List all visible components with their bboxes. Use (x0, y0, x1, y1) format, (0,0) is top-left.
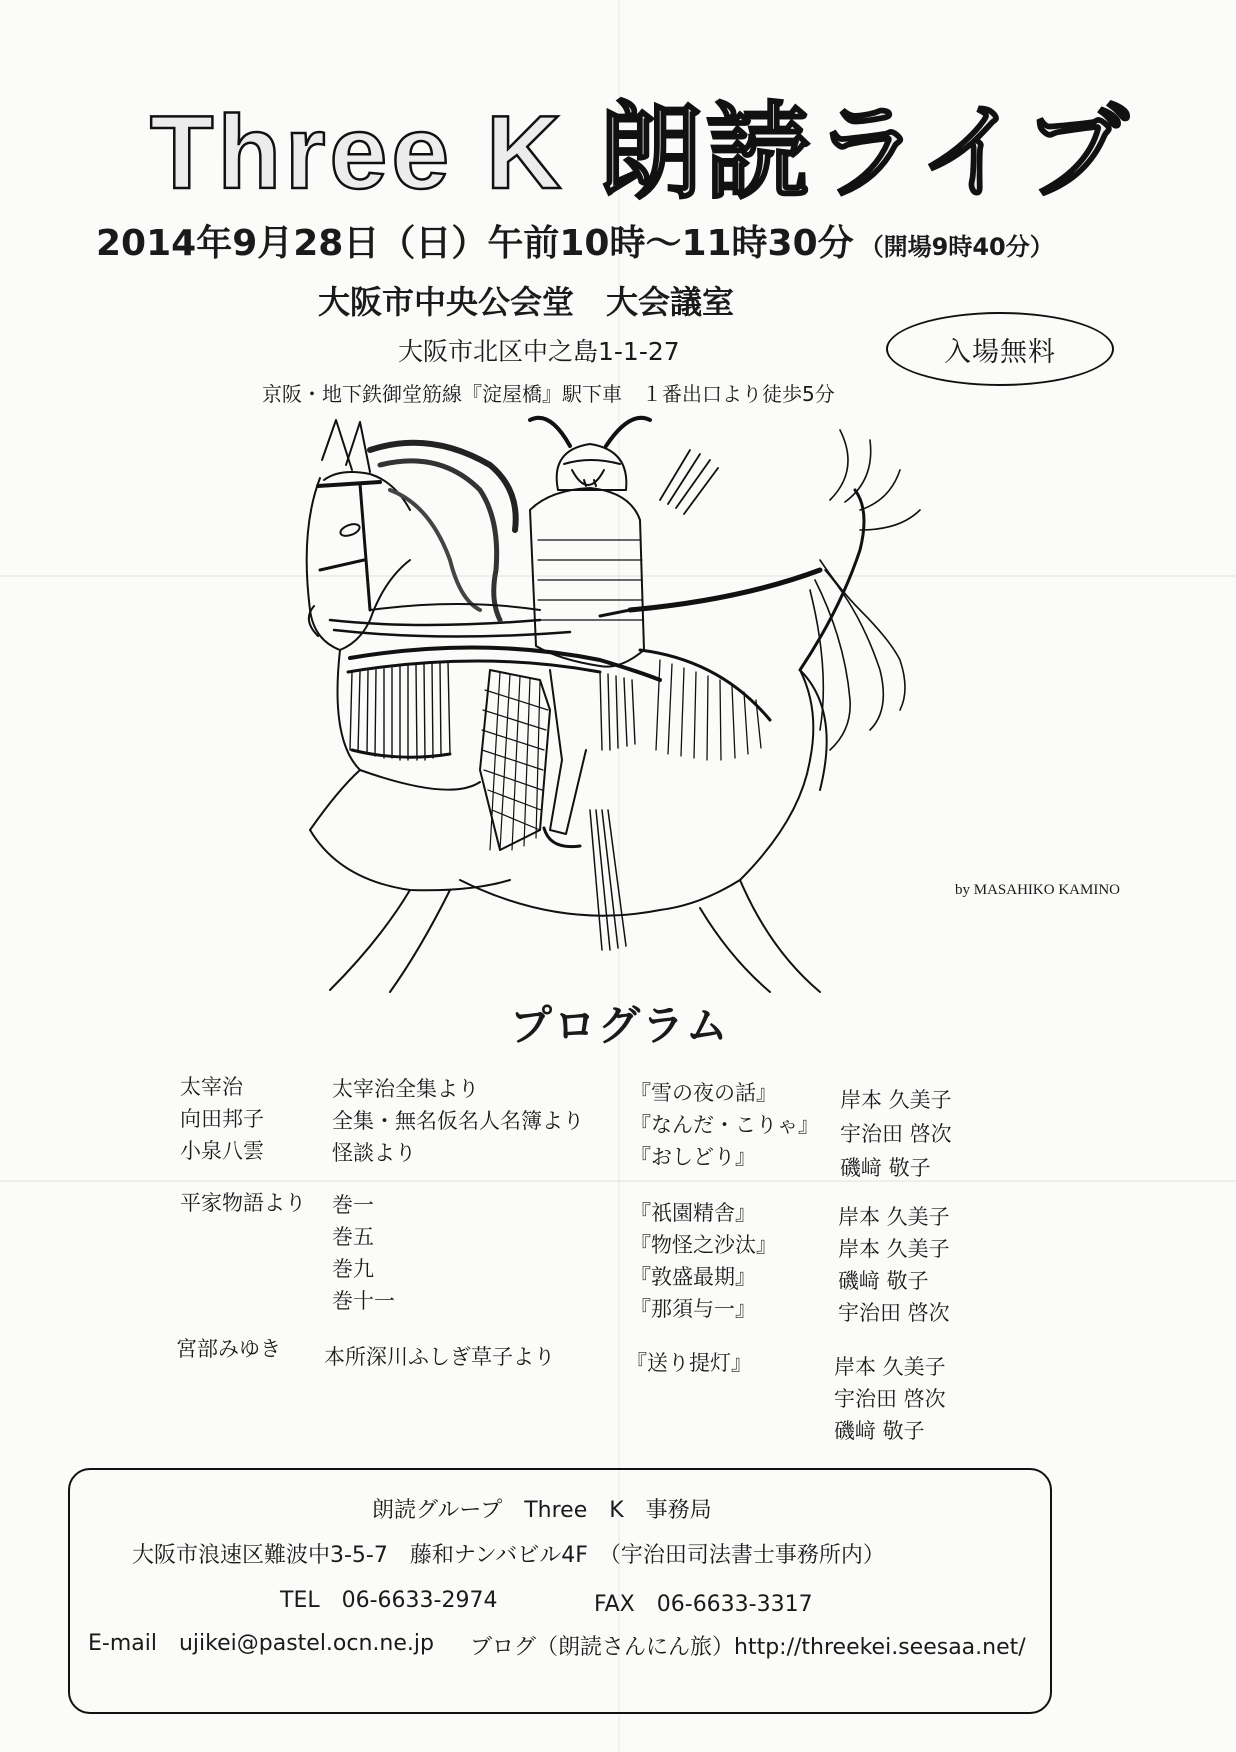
venue-address: 大阪市北区中之島1-1-27 (398, 337, 680, 366)
reader: 岸本 久美子 (838, 1237, 950, 1261)
author: 小泉八雲 (180, 1139, 264, 1163)
reader: 宇治田 啓次 (838, 1301, 950, 1325)
reader: 磯﨑 敬子 (838, 1269, 929, 1293)
work-title: 『物怪之沙汰』 (630, 1233, 777, 1257)
source: 太宰治全集より (332, 1077, 479, 1101)
work-title: 『送り提灯』 (626, 1351, 752, 1375)
illustration-credit: by MASAHIKO KAMINO (955, 882, 1120, 898)
program-heading: プログラム (510, 1001, 730, 1050)
source: 全集・無名仮名人名簿より (332, 1109, 584, 1133)
work-title: 『おしどり』 (630, 1145, 756, 1169)
author: 太宰治 (180, 1075, 243, 1099)
source: 怪談より (332, 1141, 416, 1165)
program-titles (630, 1197, 777, 1325)
samurai-on-horse-illustration (300, 410, 980, 995)
reader: 磯﨑 敬子 (834, 1419, 925, 1443)
source: 巻一 (332, 1193, 374, 1217)
event-date: 2014年9月28日（日）午前10時～11時30分 (96, 223, 854, 264)
event-date-time (96, 222, 1156, 269)
admission-label: 入場無料 (944, 336, 1056, 368)
author: 宮部みゆき (176, 1337, 281, 1361)
office-blog-link[interactable]: ブログ（朗読さんにん旅）http://threekei.seesaa.net/ (470, 1635, 1026, 1660)
work-title: 『祇園精舎』 (630, 1201, 756, 1225)
work-title: 『なんだ・こりゃ』 (630, 1113, 819, 1137)
author: 向田邦子 (180, 1107, 264, 1131)
reader: 岸本 久美子 (838, 1205, 950, 1229)
work-title: 『雪の夜の話』 (630, 1081, 777, 1105)
office-email[interactable]: E-mail ujikei@pastel.ocn.ne.jp (88, 1631, 434, 1656)
event-venue: 大阪市中央公会堂 大会議室 (318, 283, 735, 321)
source: 巻五 (332, 1225, 374, 1249)
reader: 磯﨑 敬子 (840, 1156, 931, 1180)
admission-free-badge (886, 312, 1114, 386)
program-authors (180, 1187, 306, 1219)
source: 巻九 (332, 1257, 374, 1281)
source: 巻十一 (332, 1289, 395, 1313)
program-readers (838, 1201, 950, 1329)
doors-open-time: （開場9時40分） (859, 233, 1054, 261)
work-title: 『敦盛最期』 (630, 1265, 756, 1289)
program-titles (626, 1347, 752, 1379)
program-authors (180, 1071, 264, 1167)
program-sources (332, 1189, 395, 1317)
source: 本所深川ふしぎ草子より (324, 1345, 555, 1369)
office-address: 大阪市浪速区難波中3-5-7 藤和ナンバビル4F （宇治田司法書士事務所内） (132, 1543, 885, 1568)
program-sources (332, 1073, 584, 1169)
program-authors (176, 1333, 281, 1365)
venue-access: 京阪・地下鉄御堂筋線『淀屋橋』駅下車 １番出口より徒歩5分 (262, 382, 835, 406)
program-titles (630, 1077, 819, 1173)
reader: 岸本 久美子 (840, 1088, 952, 1112)
program-sources (324, 1341, 555, 1373)
program-readers (834, 1351, 946, 1447)
reader: 宇治田 啓次 (840, 1122, 952, 1146)
work-title: 『那須与一』 (630, 1297, 756, 1321)
office-fax: FAX 06-6633-3317 (594, 1592, 813, 1617)
program-readers (840, 1083, 952, 1185)
reader: 宇治田 啓次 (834, 1387, 946, 1411)
reader: 岸本 久美子 (834, 1355, 946, 1379)
event-title: Three K 朗読ライブ (150, 95, 1132, 211)
author: 平家物語より (180, 1191, 306, 1215)
office-name: 朗読グループ Three K 事務局 (372, 1498, 712, 1523)
office-tel: TEL 06-6633-2974 (280, 1588, 498, 1613)
